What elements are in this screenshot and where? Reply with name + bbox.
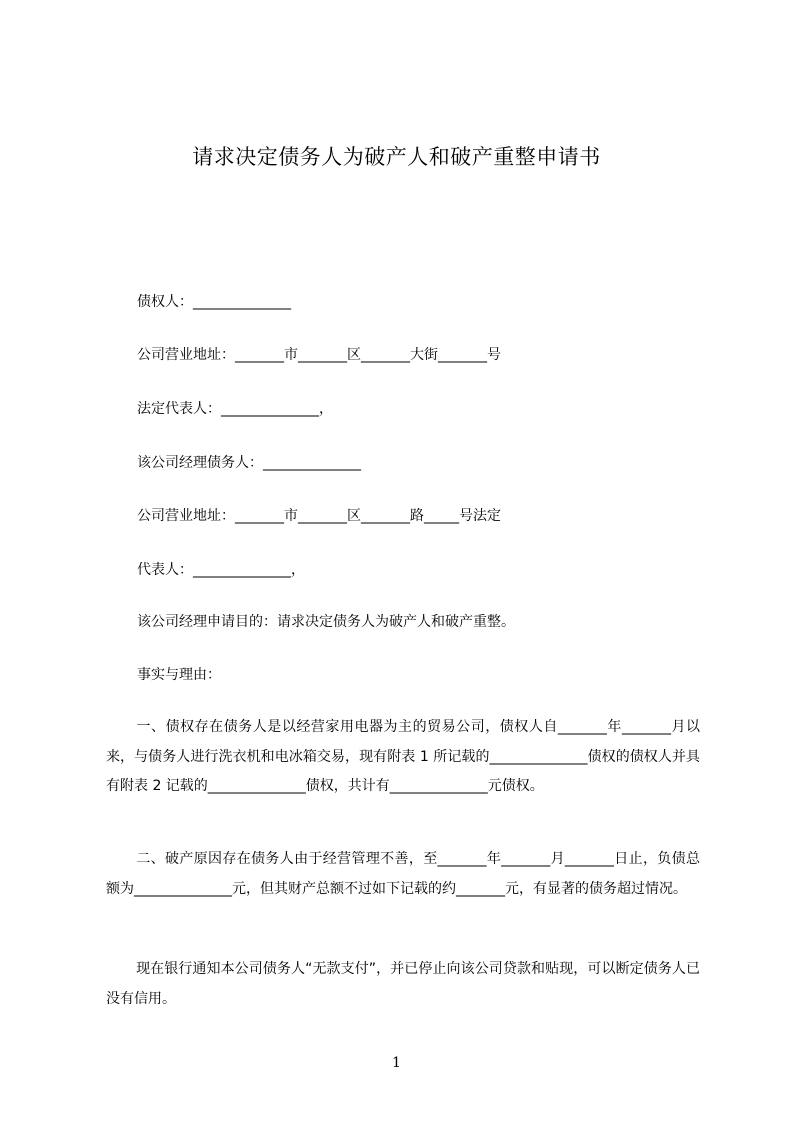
application-purpose: 该公司经理申请目的：请求决定债务人为破产人和破产重整。 — [137, 614, 515, 630]
legal-representative-field: 法定代表人：______________， — [137, 401, 333, 417]
paragraph-claim-existence — [106, 713, 700, 802]
representative-field: 代表人：______________， — [137, 562, 305, 578]
business-address-field: 公司营业地址：_______市_______区_______大街_______号 — [137, 347, 501, 363]
paragraph-text: 一、债权存在债务人是以经营家用电器为主的贸易公司，债权人自_______年_______月以来，与债务人进行洗衣机和电冰箱交易，现有附表 1 所记载的______________债权的债权人并具有附表 2 记载的______________债权，共计有______________元债权。 — [106, 719, 700, 794]
paragraph-text: 现在银行通知本公司债务人“无款支付”，并已停止向该公司贷款和贴现，可以断定债务人已没有信用。 — [106, 961, 700, 1007]
facts-and-reasons-heading: 事实与理由： — [137, 667, 221, 683]
manager-debtor-field: 该公司经理债务人：______________ — [137, 455, 361, 471]
paragraph-bank-notice — [106, 955, 700, 1014]
business-address-field-2: 公司营业地址：_______市_______区_______路_____号法定 — [137, 508, 501, 524]
document-title: 请求决定债务人为破产人和破产重整申请书 — [192, 145, 601, 169]
paragraph-bankruptcy-cause — [106, 845, 700, 904]
creditor-field: 债权人：______________ — [137, 294, 291, 310]
page-number: 1 — [392, 1055, 401, 1071]
paragraph-text: 二、破产原因存在债务人由于经营管理不善，至_______年_______月_______日止，负债总额为______________元，但其财产总额不过如下记载的约_______元，有显著的债务超过情况。 — [106, 851, 700, 897]
